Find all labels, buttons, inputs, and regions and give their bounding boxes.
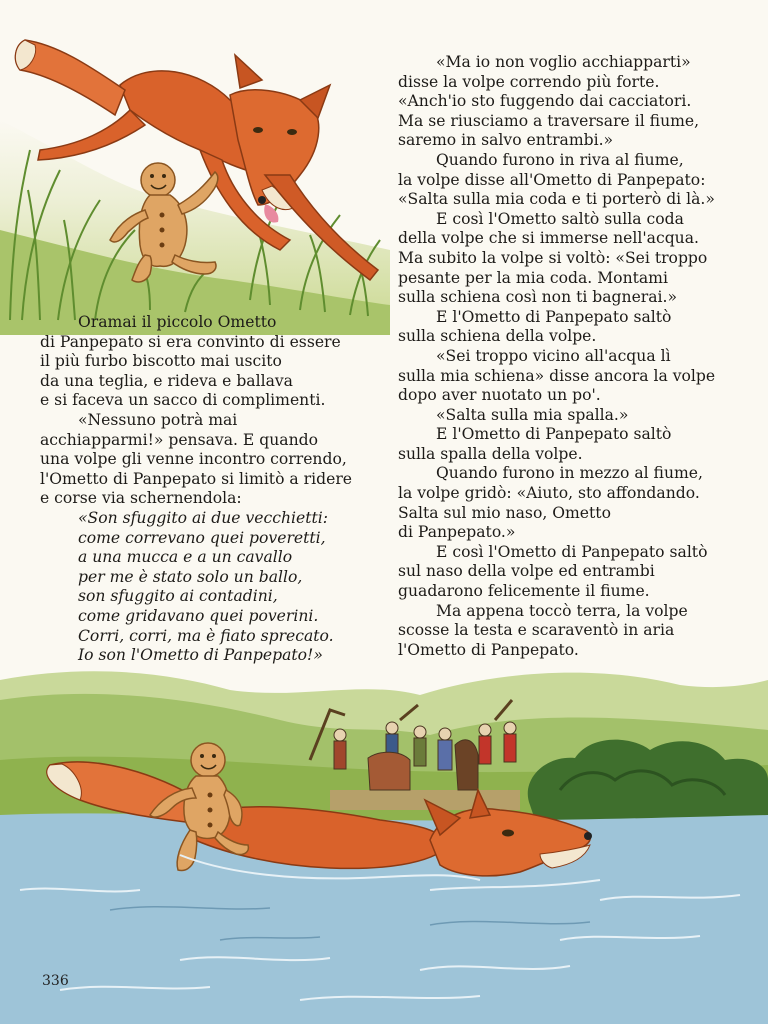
story-paragraph: E così l'Ometto di Panpepato saltò sul naso della volpe ed entrambi guadarono felicemente il fiume. — [398, 542, 708, 601]
gingerbread-rhyme: «Son sfuggito ai due vecchietti: come correvano quei poveretti, a una mucca e a un cavallo per me è stato solo un ballo, son sfuggito ai contadini, come gridavano quei poverini. Corri, corri, ma è fiato sprecato. Io son l'Ometto di Panpepato!» — [78, 508, 334, 665]
illustration-fox-chasing-gingerbread-man — [0, 0, 390, 335]
story-paragraph: E l'Ometto di Panpepato saltò sulla schiena della volpe. — [398, 307, 672, 346]
story-paragraph: «Salta sulla mia spalla.» — [436, 405, 629, 424]
story-paragraph: «Nessuno potrà mai acchiapparmi!» pensava. E quando una volpe gli venne incontro correndo, l'Ometto di Panpepato si limitò a ridere e corse via schernendola: — [40, 410, 353, 508]
story-paragraph: E l'Ometto di Panpepato saltò sulla spalla della volpe. — [398, 425, 672, 463]
story-paragraph: Quando furono in riva al fiume, la volpe disse all'Ometto di Panpepato: «Salta sulla mia coda e ti porterò di là.» — [398, 150, 715, 209]
story-paragraph: «Ma io non voglio acchiapparti» disse la volpe correndo più forte. «Anch'io sto fuggendo dai cacciatori. Ma se riusciamo a traversare il fiume, saremo in salvo entrambi.» — [398, 53, 700, 150]
left-text-column — [40, 313, 390, 666]
story-paragraph: Oramai il piccolo Ometto di Panpepato si era convinto di essere il più furbo biscotto mai uscito da una teglia, e rideva e ballava e si faceva un sacco di complimenti. — [40, 313, 341, 410]
illustration-fox-crossing-river — [0, 640, 768, 1024]
page-number: 336 — [42, 973, 69, 989]
story-paragraph: Quando furono in mezzo al fiume, la volpe gridò: «Aiuto, sto affondando. Salta sul mio naso, Ometto di Panpepato.» — [398, 464, 703, 542]
story-paragraph: Ma appena toccò terra, la volpe scosse la testa e scaraventò in aria l'Ometto di Panpepato. — [398, 601, 688, 659]
story-paragraph: E così l'Ometto saltò sulla coda della volpe che si immerse nell'acqua. Ma subito la volpe si voltò: «Sei troppo pesante per la mia coda. Montami sulla schiena così non ti bagnerai.» — [398, 209, 708, 307]
right-text-column — [398, 53, 760, 660]
story-paragraph: «Sei troppo vicino all'acqua lì sulla mia schiena» disse ancora la volpe dopo aver nuotato un po'. — [398, 346, 716, 405]
